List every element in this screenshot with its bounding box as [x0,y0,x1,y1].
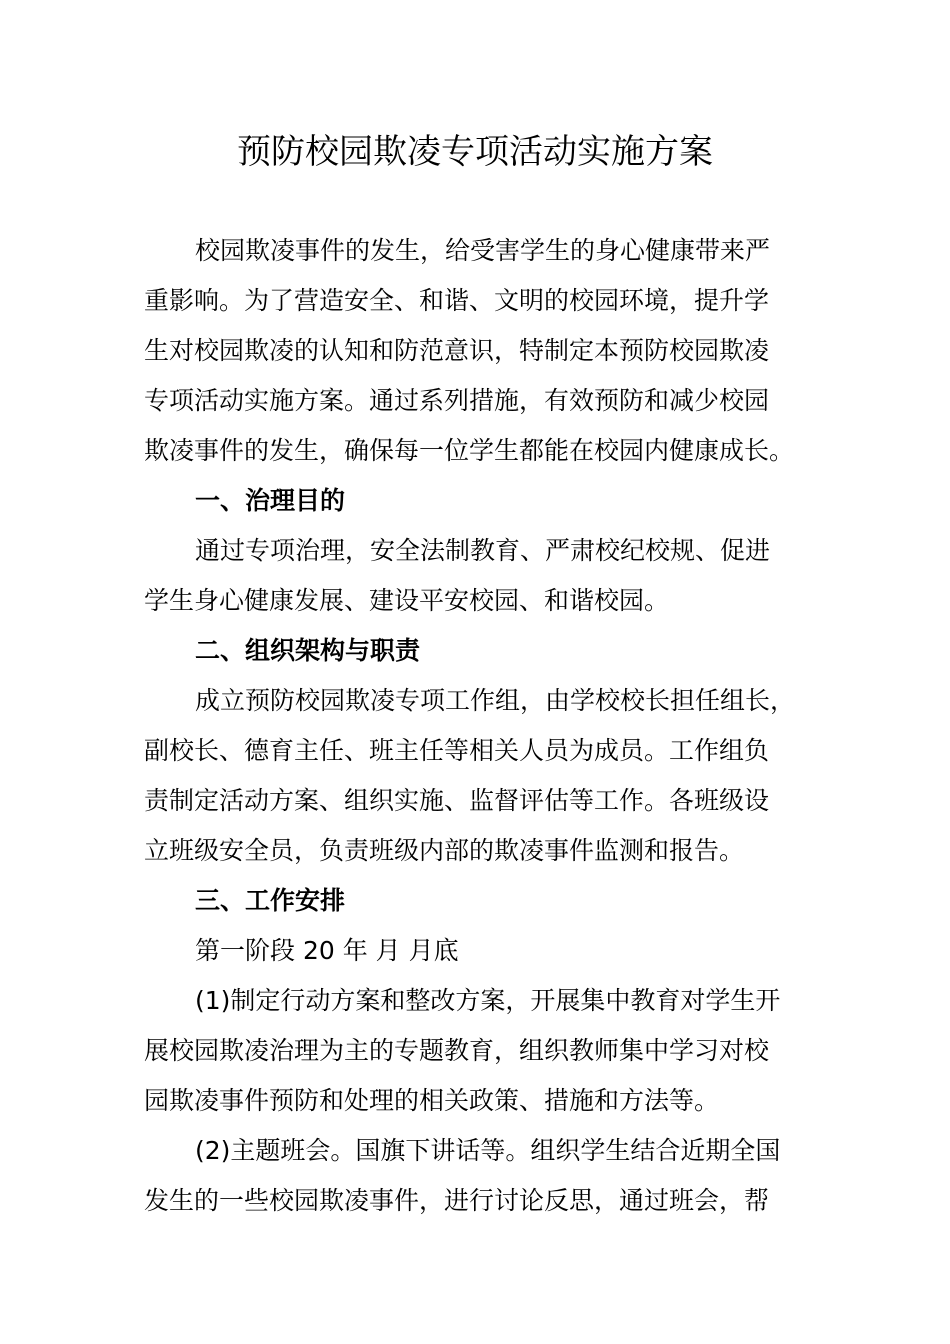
paragraph-line: 第一阶段 20 年 月 月底 [195,936,459,965]
document-body [144,226,824,1226]
paragraph-line: 学生身心健康发展、建设平安校园、和谐校园。 [144,586,670,615]
paragraph-line: 校园欺凌事件的发生，给受害学生的身心健康带来严 [195,236,771,265]
paragraph-line: 专项活动实施方案。通过系列措施，有效预防和减少校园 [144,386,770,415]
paragraph-line: 立班级安全员，负责班级内部的欺凌事件监测和报告。 [144,836,745,865]
section-heading: 一、治理目的 [195,486,346,515]
paragraph-line: (1)制定行动方案和整改方案，开展集中教育对学生开 [195,986,781,1015]
section-heading: 二、组织架构与职责 [195,636,421,665]
paragraph-line: 副校长、德育主任、班主任等相关人员为成员。工作组负 [144,736,770,765]
paragraph-line: (2)主题班会。国旗下讲话等。组织学生结合近期全国 [195,1136,781,1165]
document-title: 预防校园欺凌专项活动实施方案 [237,132,713,172]
paragraph-line: 生对校园欺凌的认知和防范意识，特制定本预防校园欺凌 [144,336,770,365]
paragraph-line: 展校园欺凌治理为主的专题教育，组织教师集中学习对校 [144,1036,770,1065]
section-heading: 三、工作安排 [195,886,346,915]
paragraph-line: 重影响。为了营造安全、和谐、文明的校园环境，提升学 [144,286,770,315]
paragraph-line: 通过专项治理，安全法制教育、严肃校纪校规、促进 [195,536,771,565]
paragraph-line: 责制定活动方案、组织实施、监督评估等工作。各班级设 [144,786,770,815]
paragraph-line: 发生的一些校园欺凌事件，进行讨论反思，通过班会，帮 [144,1186,770,1215]
paragraph-line: 欺凌事件的发生，确保每一位学生都能在校园内健康成长。 [144,436,795,465]
paragraph-line: 成立预防校园欺凌专项工作组，由学校校长担任组长， [195,686,796,715]
paragraph-line: 园欺凌事件预防和处理的相关政策、措施和方法等。 [144,1086,720,1115]
